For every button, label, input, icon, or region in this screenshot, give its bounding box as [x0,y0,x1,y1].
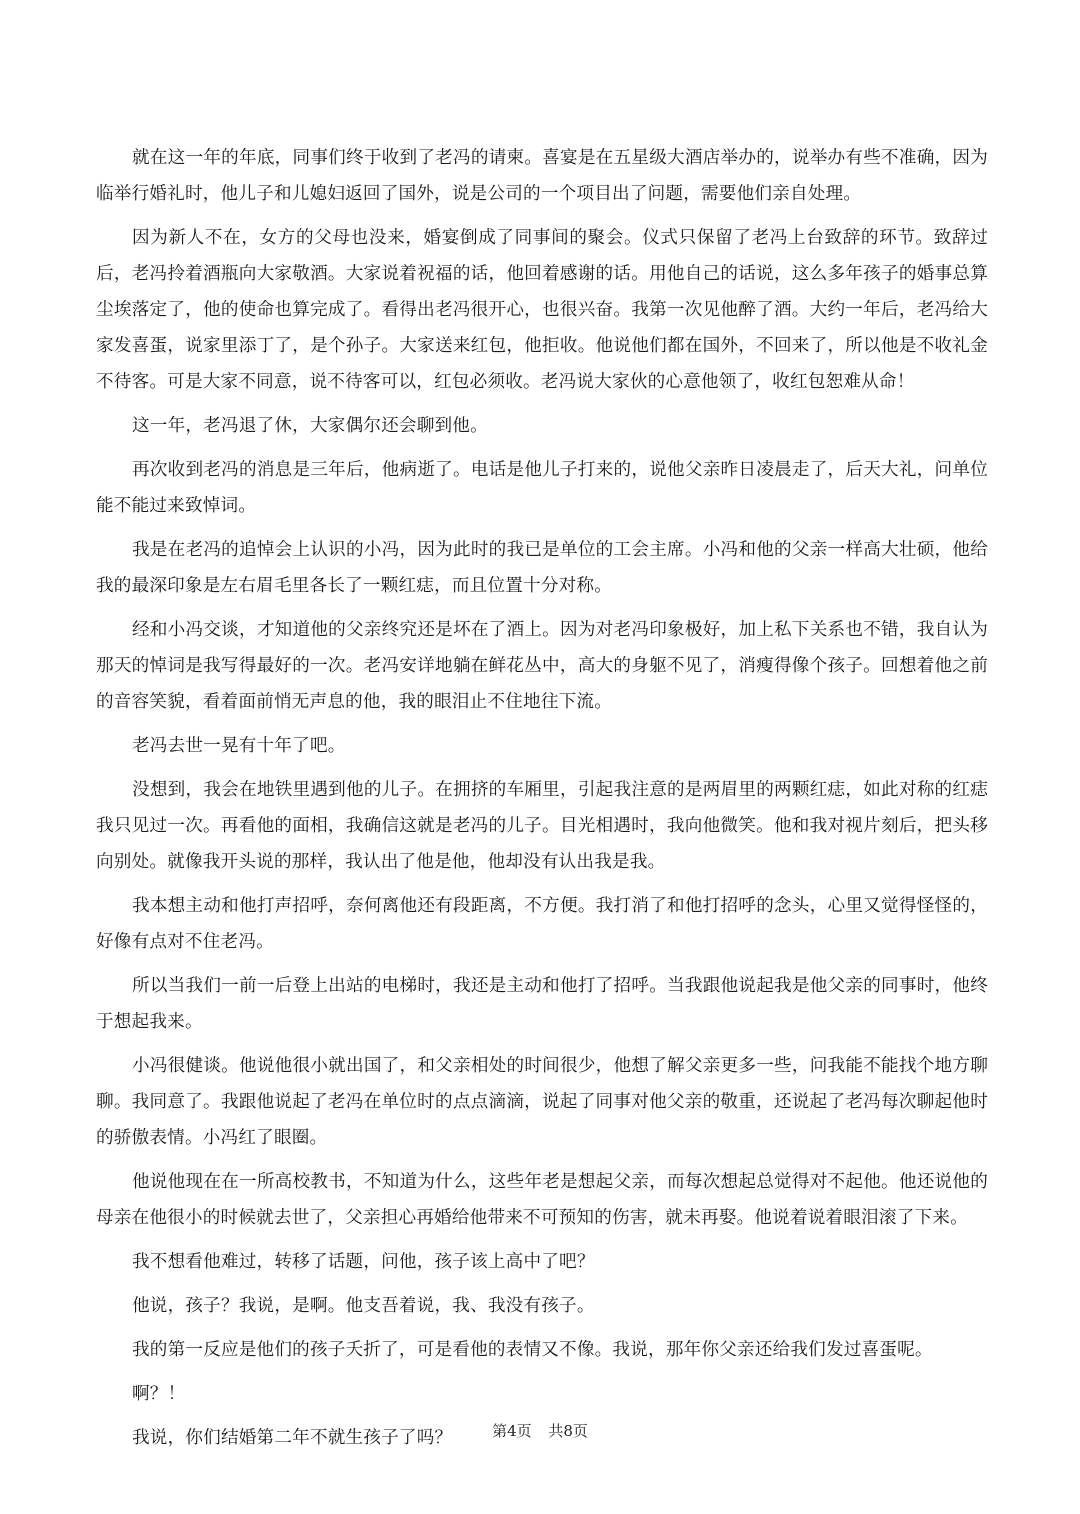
paragraph: 我本想主动和他打声招呼，奈何离他还有段距离，不方便。我打消了和他打招呼的念头，心里又觉得怪怪的，好像有点对不住老冯。 [96,896,988,952]
paragraph: 老冯去世一晃有十年了吧。 [132,736,346,756]
page-total: 共8页 [548,1422,588,1440]
paragraph: 我说，你们结婚第二年不就生孩子了吗？ [132,1428,453,1448]
paragraph: 我的第一反应是他们的孩子夭折了，可是看他的表情又不像。我说，那年你父亲还给我们发过喜蛋呢。 [132,1340,933,1360]
paragraph: 我是在老冯的追悼会上认识的小冯，因为此时的我已是单位的工会主席。小冯和他的父亲一样高大壮硕，他给我的最深印象是左右眉毛里各长了一颗红痣，而且位置十分对称。 [96,540,988,596]
paragraph: 没想到，我会在地铁里遇到他的儿子。在拥挤的车厢里，引起我注意的是两眉里的两颗红痣，如此对称的红痣我只见过一次。再看他的面相，我确信这就是老冯的儿子。目光相遇时，我向他微笑。他和我对视片刻后，把头移向别处。就像我开头说的那样，我认出了他是他，他却没有认出我是我。 [96,780,988,872]
paragraph: 啊？！ [132,1384,186,1404]
paragraph: 这一年，老冯退了休，大家偶尔还会聊到他。 [132,416,488,436]
paragraph: 经和小冯交谈，才知道他的父亲终究还是坏在了酒上。因为对老冯印象极好，加上私下关系也不错，我自认为那天的悼词是我写得最好的一次。老冯安详地躺在鲜花丛中，高大的身躯不见了，消瘦得像个孩子。回想着他之前的音容笑貌，看着面前悄无声息的他，我的眼泪止不住地往下流。 [96,620,988,712]
paragraph: 再次收到老冯的消息是三年后，他病逝了。电话是他儿子打来的，说他父亲昨日凌晨走了，后天大礼，问单位能不能过来致悼词。 [96,460,988,516]
page-number: 第4页 [492,1422,532,1440]
paragraph: 他说，孩子？我说，是啊。他支吾着说，我、我没有孩子。 [132,1296,595,1316]
document-body [96,140,988,1464]
paragraph: 因为新人不在，女方的父母也没来，婚宴倒成了同事间的聚会。仪式只保留了老冯上台致辞的环节。致辞过后，老冯拎着酒瓶向大家敬酒。大家说着祝福的话，他回着感谢的话。用他自己的话说，这么多年孩子的婚事总算尘埃落定了，他的使命也算完成了。看得出老冯很开心，也很兴奋。我第一次见他醉了酒。大约一年后，老冯给大家发喜蛋，说家里添丁了，是个孙子。大家送来红包，他拒收。他说他们都在国外，不回来了，所以他是不收礼金不待客。可是大家不同意，说不待客可以，红包必须收。老冯说大家伙的心意他领了，收红包恕难从命！ [96,228,988,392]
paragraph: 就在这一年的年底，同事们终于收到了老冯的请柬。喜宴是在五星级大酒店举办的，说举办有些不准确，因为临举行婚礼时，他儿子和儿媳妇返回了国外，说是公司的一个项目出了问题，需要他们亲自处理。 [96,148,988,204]
paragraph: 小冯很健谈。他说他很小就出国了，和父亲相处的时间很少，他想了解父亲更多一些，问我能不能找个地方聊聊。我同意了。我跟他说起了老冯在单位时的点点滴滴，说起了同事对他父亲的敬重，还说起了老冯每次聊起他时的骄傲表情。小冯红了眼圈。 [96,1056,988,1148]
page-footer [0,1420,1080,1441]
paragraph: 我不想看他难过，转移了话题，问他，孩子该上高中了吧？ [132,1252,595,1272]
paragraph: 他说他现在在一所高校教书，不知道为什么，这些年老是想起父亲，而每次想起总觉得对不起他。他还说他的母亲在他很小的时候就去世了，父亲担心再婚给他带来不可预知的伤害，就未再娶。他说着说着眼泪滚了下来。 [96,1172,988,1228]
paragraph: 所以当我们一前一后登上出站的电梯时，我还是主动和他打了招呼。当我跟他说起我是他父亲的同事时，他终于想起我来。 [96,976,988,1032]
